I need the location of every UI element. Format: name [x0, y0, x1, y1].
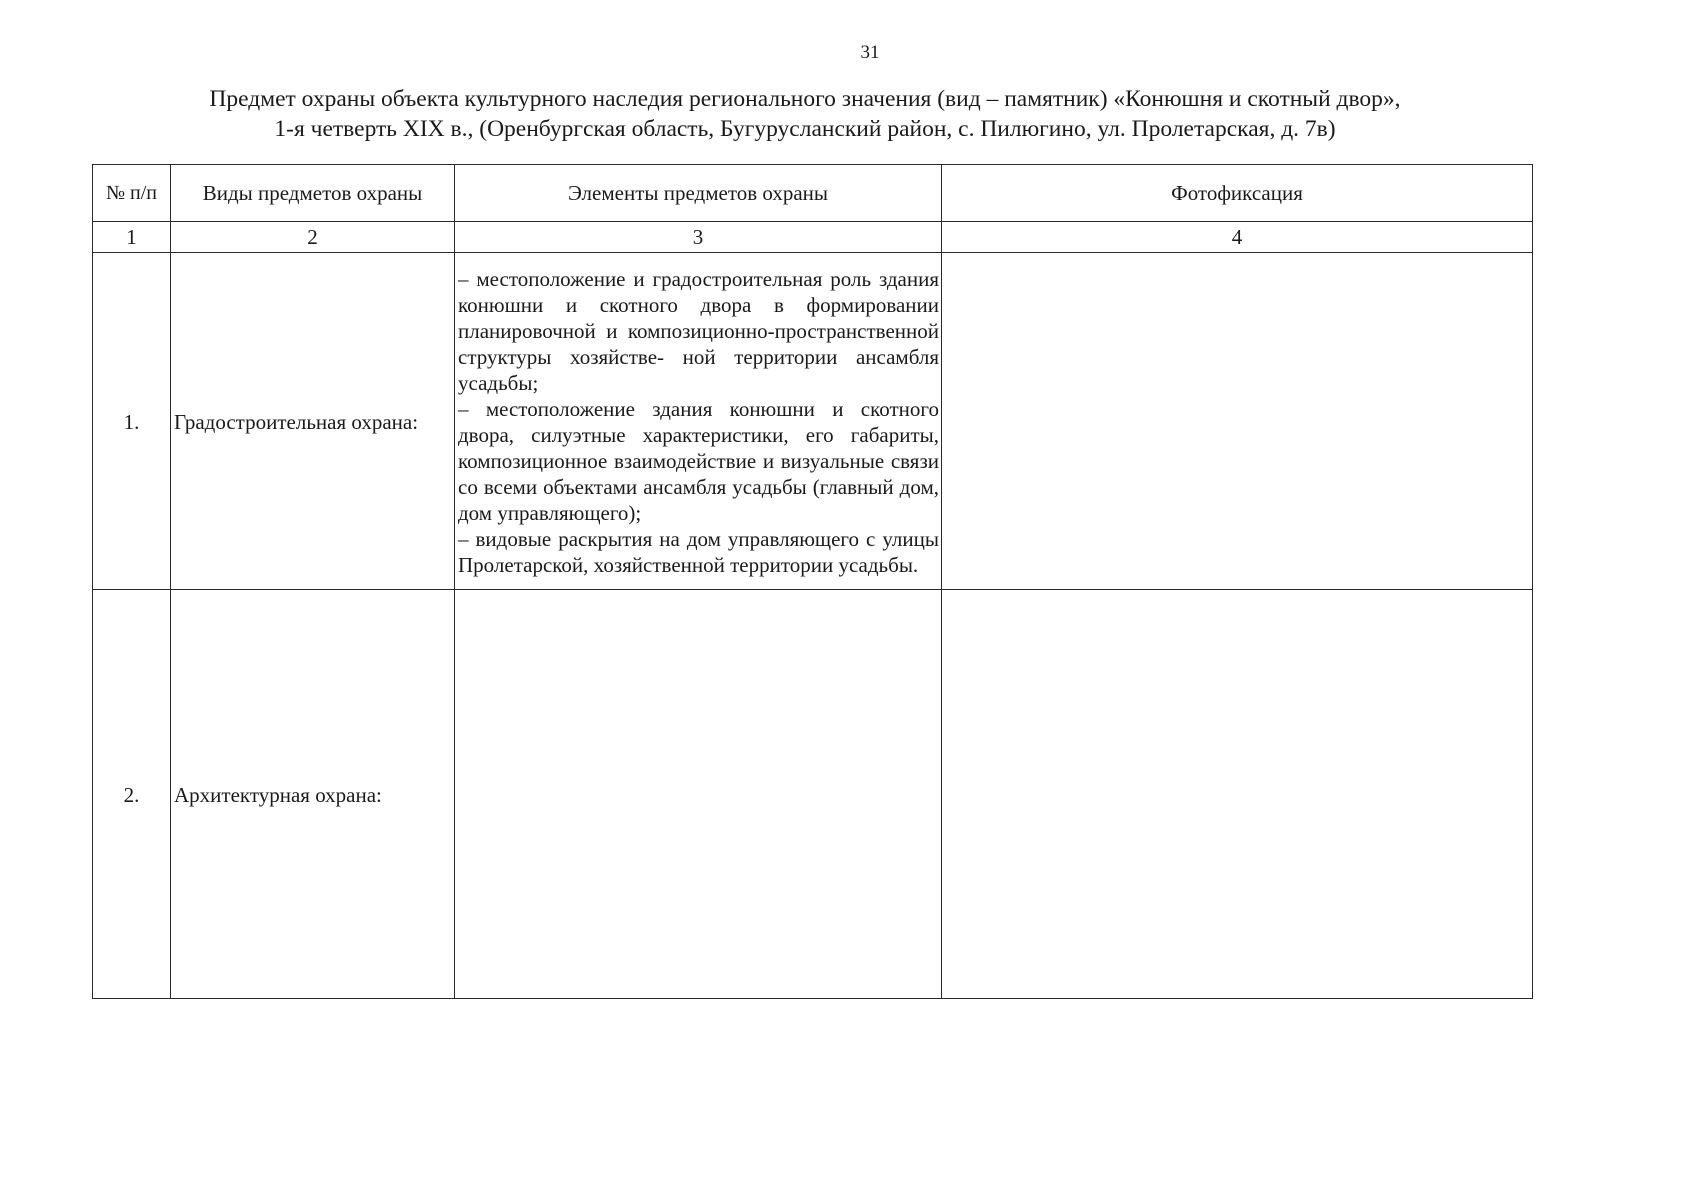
protection-type: Архитектурная охрана: [171, 590, 455, 999]
column-index: 1 [93, 222, 171, 253]
protection-elements [455, 253, 942, 590]
header-elements: Элементы предметов охраны [455, 165, 942, 222]
column-index: 3 [455, 222, 942, 253]
row-number: 1. [93, 253, 171, 590]
header-photo: Фотофиксация [942, 165, 1533, 222]
header-row [93, 165, 1533, 222]
title-line-2: 1-я четверть XIX в., (Оренбургская область, Бугурусланский район, с. Пилюгино, ул. Пролетарская, д. 7в) [274, 116, 1336, 142]
page-number: 31 [860, 42, 880, 63]
photo-cell [942, 590, 1533, 999]
column-index-row [93, 222, 1533, 253]
table-row [93, 253, 1533, 590]
title-line-1: Предмет охраны объекта культурного наследия регионального значения (вид – памятник) «Конюшня и скотный двор», [209, 86, 1401, 112]
element-item: – видовые раскрытия на дом управляющего с улицы Пролетарской, хозяйственной территории усадьбы. [458, 527, 939, 577]
document-title [140, 84, 1470, 144]
column-index: 4 [942, 222, 1533, 253]
protection-elements [455, 590, 942, 999]
row-number: 2. [93, 590, 171, 999]
element-item: – местоположение и градостроительная роль здания конюшни и скотного двора в формировании планировочной и композиционно-пространственной структуры хозяйстве- ной территории ансамбля усадьбы; [458, 267, 939, 395]
column-index: 2 [171, 222, 455, 253]
header-type: Виды предметов охраны [171, 165, 455, 222]
protection-table [92, 164, 1533, 999]
photo-cell [942, 253, 1533, 590]
protection-type: Градостроительная охрана: [171, 253, 455, 590]
header-num: № п/п [93, 165, 171, 222]
table-row [93, 590, 1533, 999]
element-item: – местоположение здания конюшни и скотного двора, силуэтные характеристики, его габариты, композиционное взаимодействие и визуальные связи со всеми объектами ансамбля усадьбы (главный дом, дом управляющего); [458, 397, 939, 525]
